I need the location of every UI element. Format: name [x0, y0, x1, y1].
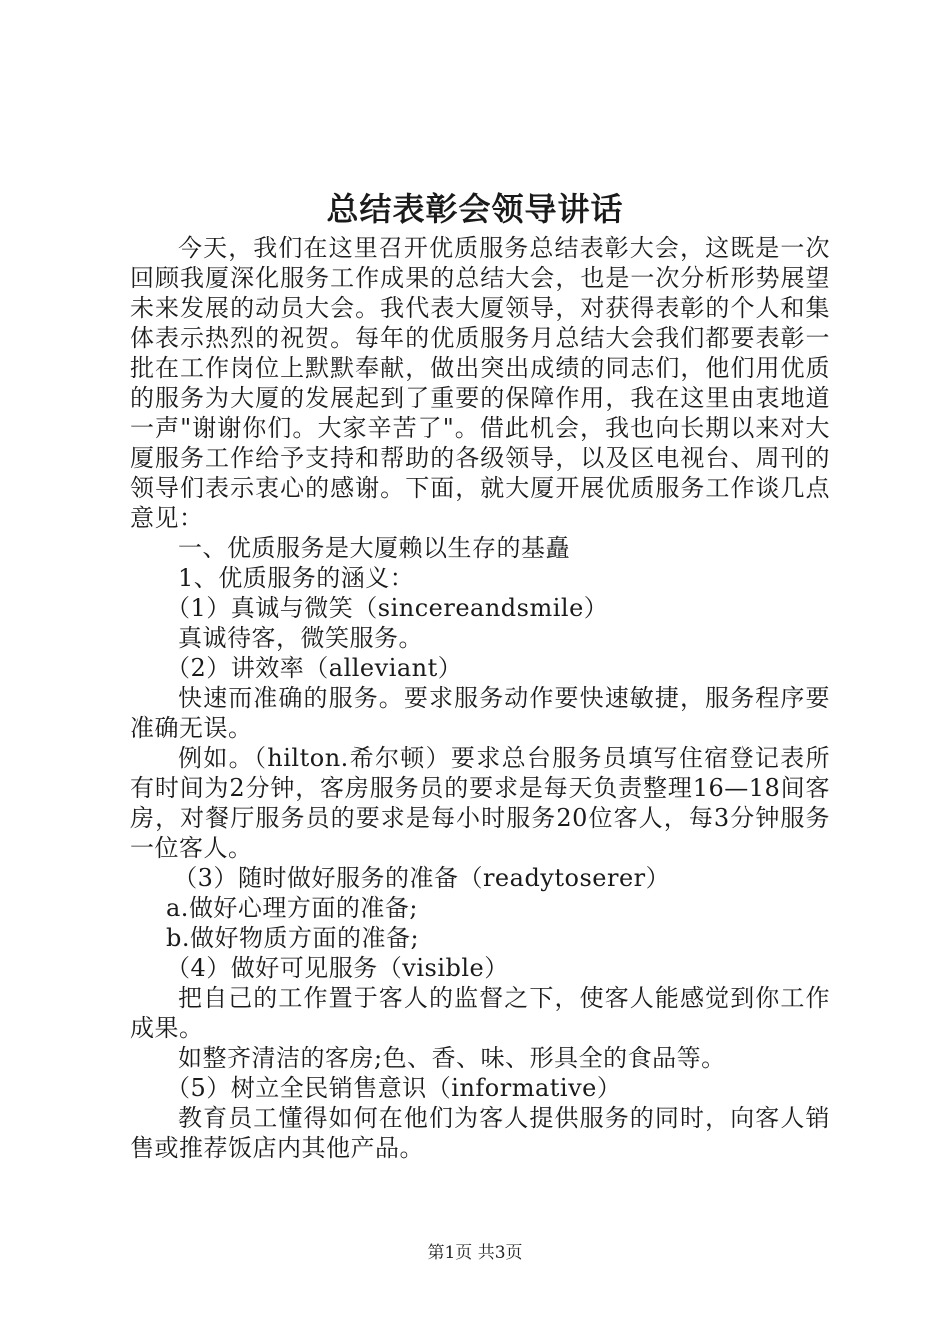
item-heading-4: （4）做好可见服务（visible） [166, 954, 509, 982]
item-heading-3: （3）随时做好服务的准备（readytoserer） [173, 864, 671, 892]
subsection-heading-1: 1、优质服务的涵义： [178, 564, 415, 592]
paragraph: 真诚待客，微笑服务。 [178, 624, 423, 652]
section-heading-1: 一、优质服务是大厦赖以生存的基矗 [178, 534, 570, 562]
document-title: 总结表彰会领导讲话 [326, 190, 624, 228]
item-heading-5: （5）树立全民销售意识（informative） [166, 1074, 622, 1102]
page-footer: 第1页 共3页 [427, 1243, 523, 1263]
item-heading-2: （2）讲效率（alleviant） [166, 654, 463, 682]
list-item: a.做好心理方面的准备; [166, 894, 419, 922]
paragraph: 快速而准确的服务。要求服务动作要快速敏捷，服务程序要准确无误。 [130, 684, 830, 742]
item-heading-1: （1）真诚与微笑（sincereandsmile） [166, 594, 609, 622]
paragraph-intro: 今天，我们在这里召开优质服务总结表彰大会，这既是一次回顾我厦深化服务工作成果的总结大会，也是一次分析形势展望未来发展的动员大会。我代表大厦领导，对获得表彰的个人和集体表示热烈的祝贺。每年的优质服务月总结大会我们都要表彰一批在工作岗位上默默奉献，做出突出成绩的同志们，他们用优质的服务为大厦的发展起到了重要的保障作用，我在这里由衷地道一声"谢谢你们。大家辛苦了"。借此机会，我也向长期以来对大厦服务工作给予支持和帮助的各级领导，以及区电视台、周刊的领导们表示衷心的感谢。下面，就大厦开展优质服务工作谈几点意见： [130, 234, 830, 532]
paragraph: 如整齐清洁的客房;色、香、味、形具全的食品等。 [178, 1044, 726, 1072]
paragraph: 教育员工懂得如何在他们为客人提供服务的同时，向客人销售或推荐饭店内其他产品。 [130, 1104, 830, 1162]
paragraph: 把自己的工作置于客人的监督之下，使客人能感觉到你工作成果。 [130, 984, 830, 1042]
list-item: b.做好物质方面的准备; [166, 924, 420, 952]
paragraph: 例如。（hilton.希尔顿）要求总台服务员填写住宿登记表所有时间为2分钟，客房服务员的要求是每天负责整理16—18间客房，对餐厅服务员的要求是每小时服务20位客人，每3分钟服务一位客人。 [130, 744, 830, 862]
document-body [130, 233, 830, 1163]
